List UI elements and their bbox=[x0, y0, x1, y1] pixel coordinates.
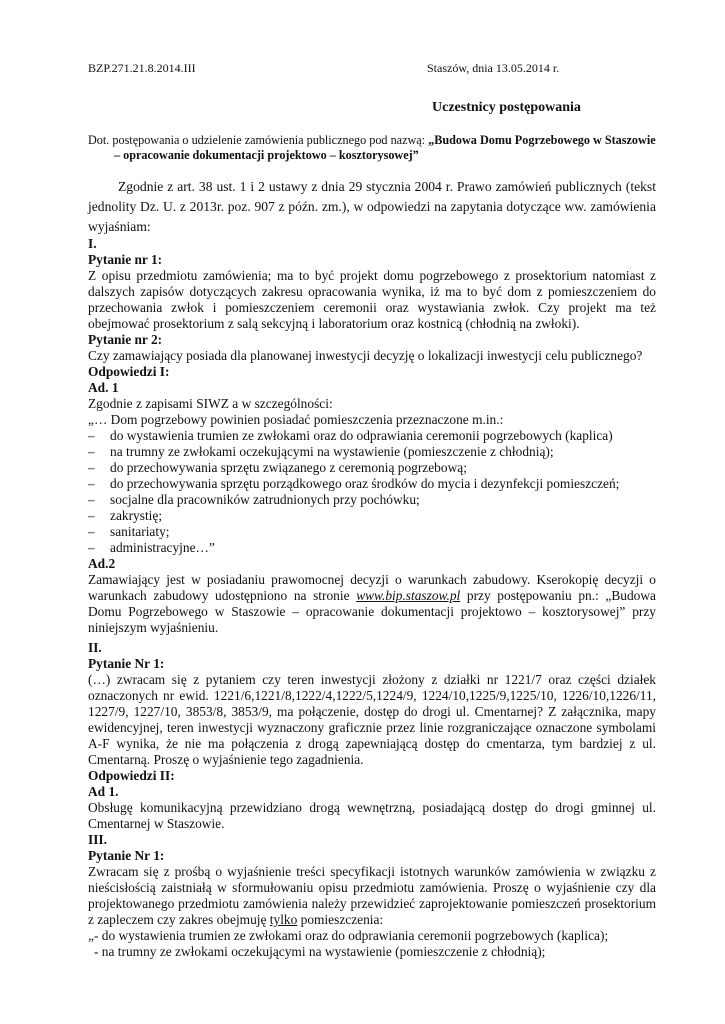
section-1-ad2-label: Ad.2 bbox=[88, 556, 116, 571]
list-item-text: zakrystię; bbox=[110, 508, 163, 523]
bip-link[interactable]: www.bip.staszow.pl bbox=[356, 588, 461, 603]
subject-prefix: Dot. postępowania o udzielenie zamówienia publicznego pod nazwą: bbox=[88, 133, 429, 147]
section-1-ad1-quote: „… Dom pogrzebowy powinien posiadać pomieszczenia przeznaczone m.in.: bbox=[88, 412, 504, 427]
ad2-text-after: przy postępowaniu pn.: „Budowa Domu Pogrzebowego w Staszowie – opracowanie dokumentacji projektowo – kosztorysowej” przy niniejszym wyjaśnieniu. bbox=[88, 588, 656, 635]
section-2-question-1-label: Pytanie Nr 1: bbox=[88, 656, 165, 671]
list-item bbox=[88, 476, 656, 492]
section-2 bbox=[88, 640, 656, 832]
subject-title-line2: – opracowanie dokumentacji projektowo – kosztorysowej” bbox=[114, 148, 419, 162]
list-item bbox=[88, 460, 656, 476]
list-item-text: socjalne dla pracowników zatrudnionych przy pochówku; bbox=[110, 492, 420, 507]
section-3-item-2: - na trumny ze zwłokami oczekującymi na wystawienie (pomieszczenie z chłodnią); bbox=[94, 944, 546, 959]
section-1-question-2-text: Czy zamawiający posiada dla planowanej inwestycji decyzję o lokalizacji inwestycji celu publicznego? bbox=[88, 348, 643, 363]
list-item bbox=[88, 524, 656, 540]
dash-bullet: – bbox=[88, 444, 95, 459]
section-1-question-1-label: Pytanie nr 1: bbox=[88, 252, 163, 267]
section-3-question-1-text bbox=[88, 864, 656, 928]
section-1-question-2-label: Pytanie nr 2: bbox=[88, 332, 163, 347]
list-item bbox=[88, 540, 656, 556]
section-2-heading: II. bbox=[88, 640, 102, 655]
section-1-ad1-list bbox=[88, 428, 656, 556]
section-3 bbox=[88, 832, 656, 960]
list-item-text: do wystawienia trumien ze zwłokami oraz do odprawiania ceremonii pogrzebowych (kaplica) bbox=[110, 428, 613, 443]
q1-text-before: Zwracam się z prośbą o wyjaśnienie treści specyfikacji istotnych warunków zamówienia w związku z nieścisłością zaistniałą w sformułowaniu opisu przedmiotu zamówienia. Proszę o wyjaśnienie czy dla projektowanego przedmiotu zamówienia należy przewidzieć zaprojektowanie pomieszczeń prosektorium z zapleczem czy zakres obejmuję bbox=[88, 864, 656, 927]
place-date: Staszów, dnia 13.05.2014 r. bbox=[427, 61, 560, 75]
recipients-heading: Uczestnicy postępowania bbox=[432, 100, 581, 115]
section-1-ad2-text bbox=[88, 572, 656, 636]
section-1-answers-label: Odpowiedzi I: bbox=[88, 364, 170, 379]
reference-number: BZP.271.21.8.2014.III bbox=[88, 61, 196, 75]
q1-text-after: pomieszczenia: bbox=[297, 912, 384, 927]
dash-bullet: – bbox=[88, 476, 95, 491]
list-item bbox=[88, 508, 656, 524]
section-3-heading: III. bbox=[88, 832, 107, 847]
list-item-text: do przechowywania sprzętu porządkowego oraz środków do mycia i dezynfekcji pomieszczeń; bbox=[110, 476, 620, 491]
list-item bbox=[88, 428, 656, 444]
list-item-text: na trumny ze zwłokami oczekującymi na wystawienie (pomieszczenie z chłodnią); bbox=[110, 444, 554, 459]
dash-bullet: – bbox=[88, 460, 95, 475]
section-1-ad1-intro: Zgodnie z zapisami SIWZ a w szczególności: bbox=[88, 396, 333, 411]
intro-paragraph: Zgodnie z art. 38 ust. 1 i 2 ustawy z dnia 29 stycznia 2004 r. Prawo zamówień publicznych (tekst jednolity Dz. U. z 2013r. poz. 907 z późn. zm.), w odpowiedzi na zapytania dotyczące ww. zamówienia wyjaśniam: bbox=[88, 179, 656, 234]
subject-title-line1: „Budowa Domu Pogrzebowego w Staszowie bbox=[428, 133, 656, 147]
section-1-heading: I. bbox=[88, 236, 97, 251]
list-item bbox=[88, 444, 656, 460]
section-2-ad1-label: Ad 1. bbox=[88, 784, 119, 799]
dash-bullet: – bbox=[88, 428, 95, 443]
section-2-question-1-text: (…) zwracam się z pytaniem czy teren inwestycji złożony z działki nr 1221/7 oraz części działek oznaczonych nr ewid. 1221/6,1221/8,1222/4,1222/5,1224/9, 1224/10,1225/9,1225/10, 1226/10,1226/11, 1227/9, 1227/10, 3853/8, 3853/9, ma połączenie, dostęp do drogi ul. Cmentarnej? Z załącznika, mapy ewidencyjnej, teren inwestycji wyznaczony graficznie przez linie rozgraniczające oznaczone symbolami A-F wynika, że nie ma połączenia z drogą zapewniającą dostęp do cmentarza, tym bardziej z ul. Cmentarną. Proszę o wyjaśnienie tego zagadnienia. bbox=[88, 672, 656, 767]
section-3-item-1: „- do wystawienia trumien ze zwłokami oraz do odprawiania ceremonii pogrzebowych (kaplica); bbox=[88, 928, 609, 943]
subject-line bbox=[88, 133, 658, 163]
dash-bullet: – bbox=[88, 508, 95, 523]
ad2-text-before: Zamawiający jest w posiadaniu prawomocnej decyzji o warunkach zabudowy. Kserokopię decyzji o warunkach zabudowy udostępniono na stronie bbox=[88, 572, 656, 603]
section-2-ad1-text: Obsługę komunikacyjną przewidziano drogą wewnętrzną, posiadającą dostęp do drogi gminnej ul. Cmentarnej w Staszowie. bbox=[88, 800, 656, 831]
dash-bullet: – bbox=[88, 540, 95, 555]
section-3-question-1-label: Pytanie Nr 1: bbox=[88, 848, 165, 863]
list-item-text: sanitariaty; bbox=[110, 524, 170, 539]
section-1 bbox=[88, 236, 656, 636]
section-2-answers-label: Odpowiedzi II: bbox=[88, 768, 175, 783]
list-item-text: do przechowywania sprzętu związanego z ceremonią pogrzebową; bbox=[110, 460, 467, 475]
section-1-question-1-text: Z opisu przedmiotu zamówienia; ma to być projekt domu pogrzebowego z prosektorium natomiast z dalszych zapisów dotyczących zakresu opracowania wynika, iż ma to być dom z pomieszczeniem do przechowania zwłok i pomieszczeniem ceremonii oraz wystawiania zwłok. Czy projekt ma też obejmować prosektorium z salą sekcyjną i laboratorium oraz kostnicą (chłodnią na zwłoki). bbox=[88, 268, 656, 331]
dash-bullet: – bbox=[88, 492, 95, 507]
section-1-ad1-label: Ad. 1 bbox=[88, 380, 119, 395]
underlined-word: tylko bbox=[269, 912, 298, 927]
dash-bullet: – bbox=[88, 524, 95, 539]
list-item-text: administracyjne…” bbox=[110, 540, 215, 555]
list-item bbox=[88, 492, 656, 508]
